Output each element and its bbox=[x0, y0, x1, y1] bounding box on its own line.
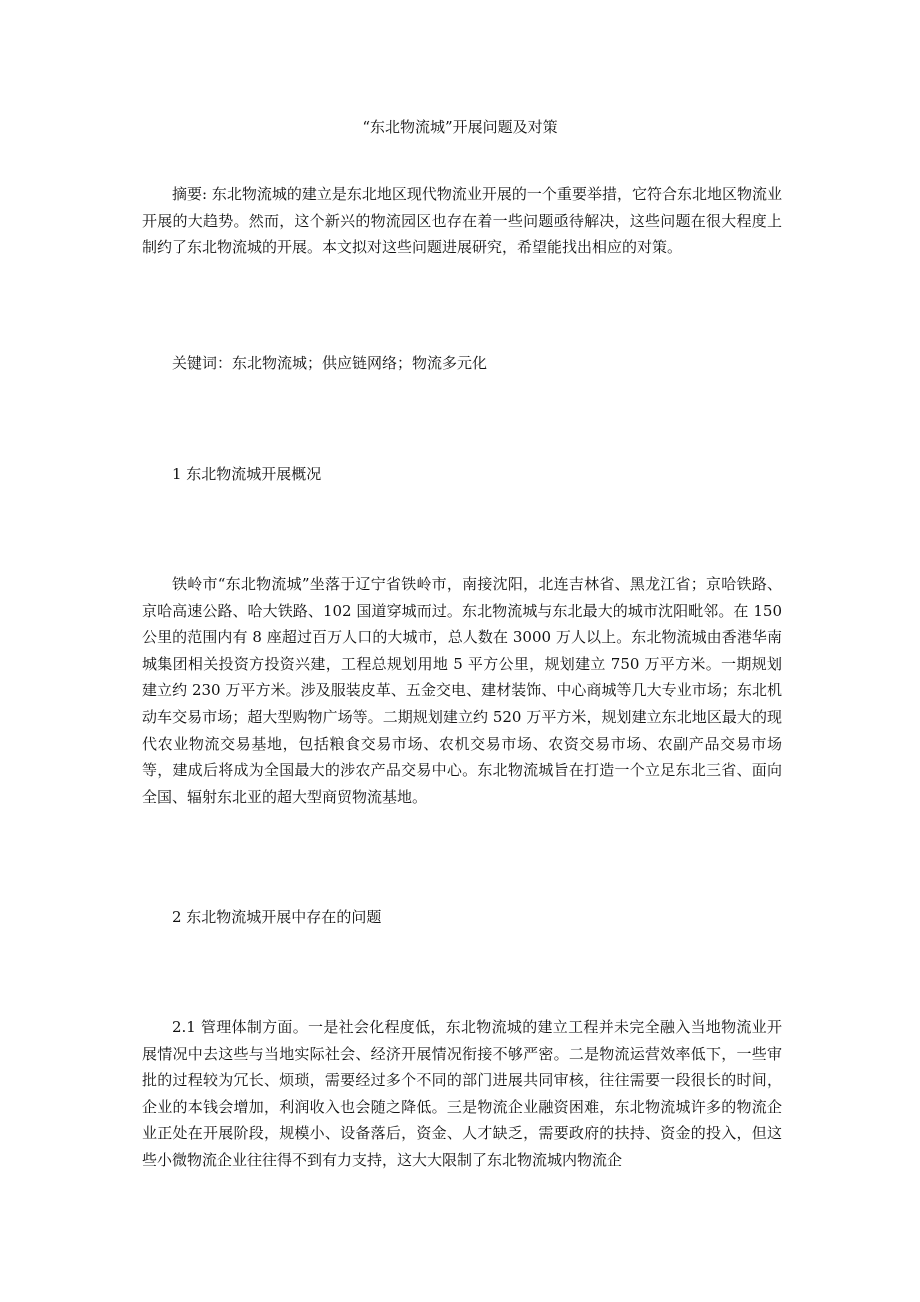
section-1-paragraph: 铁岭市“东北物流城”坐落于辽宁省铁岭市，南接沈阳，北连吉林省、黑龙江省；京哈铁路、京哈高速公路、哈大铁路、102 国道穿城而过。东北物流城与东北最大的城市沈阳毗邻。在 150 公里的范围内有 8 座超过百万人口的大城市，总人数在 3000 万人以上。东北物流城由香港华南城集团相关投资方投资兴建，工程总规划用地 5 平方公里，规划建立 750 万平方米。一期规划建立约 230 万平方米。涉及服装皮革、五金交电、建材装饰、中心商城等几大专业市场；东北机动车交易市场；超大型购物广场等。二期规划建立约 520 万平方米，规划建立东北地区最大的现代农业物流交易基地，包括粮食交易市场、农机交易市场、农资交易市场、农副产品交易市场等，建成后将成为全国最大的涉农产品交易中心。东北物流城旨在打造一个立足东北三省、面向全国、辐射东北亚的超大型商贸物流基地。 bbox=[142, 575, 782, 806]
section-2-heading: 2 东北物流城开展中存在的问题 bbox=[172, 908, 382, 926]
abstract-paragraph: 摘要: 东北物流城的建立是东北地区现代物流业开展的一个重要举措，它符合东北地区物流业开展的大趋势。然而，这个新兴的物流园区也存在着一些问题亟待解决，这些问题在很大程度上制约了东北物流城的开展。本文拟对这些问题进展研究，希望能找出相应的对策。 bbox=[142, 185, 782, 257]
document-title: “东北物流城”开展问题及对策 bbox=[362, 118, 558, 136]
keywords-line: 关键词：东北物流城；供应链网络；物流多元化 bbox=[172, 354, 488, 372]
section-1-heading: 1 东北物流城开展概况 bbox=[172, 465, 322, 483]
section-2-1-paragraph: 2.1 管理体制方面。一是社会化程度低，东北物流城的建立工程并未完全融入当地物流业开展情况中去这些与当地实际社会、经济开展情况衔接不够严密。二是物流运营效率低下，一些审批的过程较为冗长、烦琐，需要经过多个不同的部门进展共同审核，往往需要一段很长的时间，企业的本钱会增加，利润收入也会随之降低。三是物流企业融资困难，东北物流城许多的物流企业正处在开展阶段，规模小、设备落后，资金、人才缺乏，需要政府的扶持、资金的投入，但这些小微物流企业往往得不到有力支持，这大大限制了东北物流城内物流企 bbox=[142, 1018, 782, 1169]
